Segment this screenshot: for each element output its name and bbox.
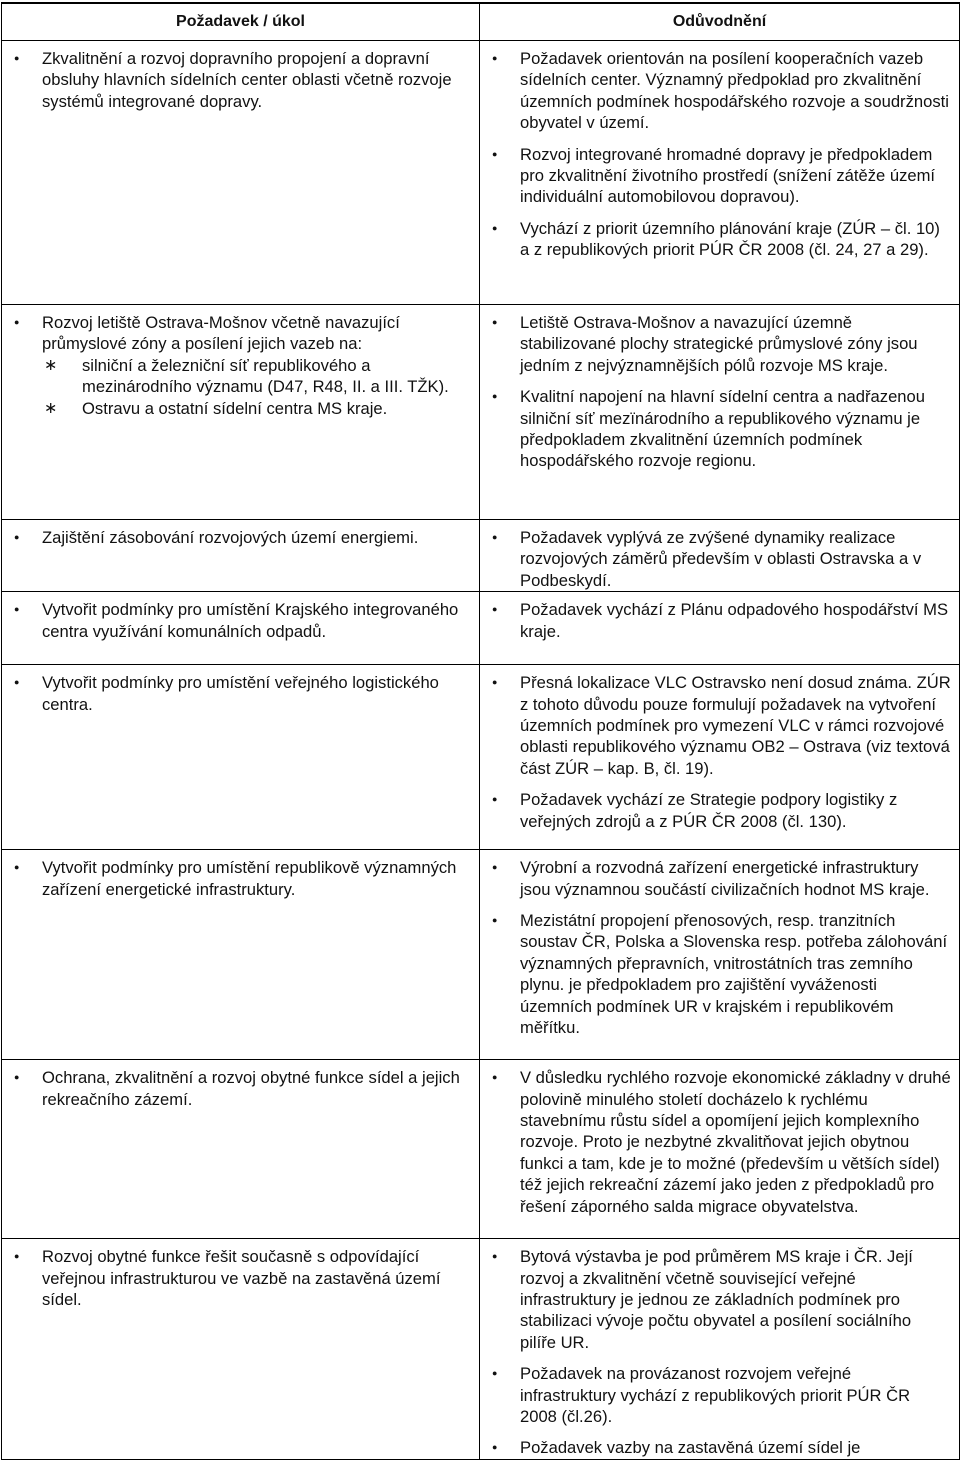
justification-item: ● Bytová výstavba je pod průměrem MS kraje i ČR. Její rozvoj a zkvalitnění včetně související veřejné infrastruktury je jednou ze základních podmínek pro stabilizaci vývoje počtu obyvatel a posílení sociálního pilíře UR. [480, 1246, 959, 1353]
table-row [2, 520, 960, 592]
justification-cell [480, 305, 960, 520]
requirement-item: ● Rozvoj obytné funkce řešit současně s odpovídající veřejnou infrastrukturou ve vazbě na zastavěná území sídel. [2, 1246, 479, 1310]
table-row [2, 1060, 960, 1239]
justification-item: ● Přesná lokalizace VLC Ostravsko není dosud známa. ZÚR z tohoto důvodu pouze formulují požadavek na vytvoření územních podmínek pro vymezení VLC v rámci rozvojové oblasti republikového významu OB2 – Ostrava (viz textová část ZÚR – kap. B, čl. 19). [480, 672, 959, 779]
requirement-cell [2, 850, 480, 1060]
justification-cell [480, 1060, 960, 1239]
justification-item: ● Požadavek na provázanost rozvojem veřejné infrastruktury vychází z republikových priorit PÚR ČR 2008 (čl.26). [480, 1363, 959, 1427]
justification-item: ● Požadavek vazby na zastavěná území sídel je [480, 1437, 959, 1458]
justification-item: ● Výrobní a rozvodná zařízení energetické infrastruktury jsou významnou součástí civilizačních hodnot MS kraje. [480, 857, 959, 900]
justification-item: ● Požadavek orientován na posílení kooperačních vazeb sídelních center. Významný předpoklad pro zkvalitnění územních podmínek hospodářského rozvoje a soudržnosti obyvatel v území. [480, 48, 959, 134]
table-row [2, 305, 960, 520]
requirement-intro: Rozvoj letiště Ostrava-Mošnov včetně navazující průmyslové zóny a posílení jejich vazeb na: [42, 313, 400, 354]
justification-cell [480, 665, 960, 850]
requirement-cell [2, 665, 480, 850]
requirement-item: ● Vytvořit podmínky pro umístění veřejného logistického centra. [2, 672, 479, 715]
requirement-cell [2, 41, 480, 305]
justification-cell [480, 1239, 960, 1460]
justification-item: ● Rozvoj integrované hromadné dopravy je předpokladem pro zkvalitnění životního prostředí (snížení zátěže území individuální automobilovou dopravou). [480, 144, 959, 208]
justification-item: ● Požadavek vyplývá ze zvýšené dynamiky realizace rozvojových záměrů především v oblasti Ostravska a v Podbeskydí. [480, 527, 959, 591]
justification-item: ● Vychází z priorit územního plánování kraje (ZÚR – čl. 10) a z republikových priorit PÚR ČR 2008 (čl. 24, 27 a 29). [480, 218, 959, 261]
header-pozadavek: Požadavek / úkol [2, 3, 480, 41]
sub-item: ∗ silniční a železniční síť republikového a mezinárodního významu (D47, R48, II. a III. TŽK). [42, 355, 471, 398]
table-row [2, 1239, 960, 1460]
requirements-table [1, 2, 960, 1460]
sub-item: ∗ Ostravu a ostatní sídelní centra MS kraje. [42, 398, 471, 419]
table-header-row [2, 3, 960, 41]
justification-item: ● Letiště Ostrava-Mošnov a navazující územně stabilizované plochy strategické průmyslové zóny jsou jedním z nejvýznamnějších pólů rozvoje MS kraje. [480, 312, 959, 376]
requirement-item [2, 312, 479, 419]
table-row [2, 41, 960, 305]
justification-item: ● Mezistátní propojení přenosových, resp. tranzitních soustav ČR, Polska a Slovenska resp. potřeba zálohování významných přepravních, vnitrostátních tras zemního plynu. je předpokladem pro zajištění vyváženosti územních podmínek UR v krajském i republikovém měřítku. [480, 910, 959, 1038]
table-row [2, 592, 960, 665]
justification-item: ● Požadavek vychází ze Strategie podpory logistiky z veřejných zdrojů a z PÚR ČR 2008 (čl. 130). [480, 789, 959, 832]
requirement-cell [2, 520, 480, 592]
justification-cell [480, 850, 960, 1060]
requirement-cell [2, 1060, 480, 1239]
justification-item: ● Kvalitní napojení na hlavní sídelní centra a nadřazenou silniční síť mezïnárodního a republikového významu je předpokladem zkvalitnění územních podmínek hospodářského rozvoje regionu. [480, 386, 959, 472]
requirement-item: ● Ochrana, zkvalitnění a rozvoj obytné funkce sídel a jejich rekreačního zázemí. [2, 1067, 479, 1110]
requirement-item: ● Vytvořit podmínky pro umístění Krajského integrovaného centra využívání komunálních odpadů. [2, 599, 479, 642]
justification-item: ● V důsledku rychlého rozvoje ekonomické základny v druhé polovině minulého století docházelo k rychlému stavebnímu růstu sídel a opomíjení jejich komplexního rozvoje. Proto je nezbytné zkvalitňovat jejich obytnou funkci a tam, kde je to možné (především u větších sídel) též jejich rekreační zázemí jako jeden z předpokladů pro řešení záporného salda migrace obyvatelstva. [480, 1067, 959, 1217]
justification-cell [480, 520, 960, 592]
requirement-cell [2, 592, 480, 665]
requirement-cell [2, 305, 480, 520]
requirement-item: ● Vytvořit podmínky pro umístění republikově významných zařízení energetické infrastruktury. [2, 857, 479, 900]
justification-cell [480, 592, 960, 665]
justification-item: ● Požadavek vychází z Plánu odpadového hospodářství MS kraje. [480, 599, 959, 642]
justification-cell [480, 41, 960, 305]
requirement-cell [2, 1239, 480, 1460]
table-row [2, 850, 960, 1060]
requirement-item: ● Zkvalitnění a rozvoj dopravního propojení a dopravní obsluhy hlavních sídelních center oblasti včetně rozvoje systémů integrované dopravy. [2, 48, 479, 112]
requirement-item: ● Zajištění zásobování rozvojových území energiemi. [2, 527, 479, 548]
table-row [2, 665, 960, 850]
header-oduvodneni: Odůvodnění [480, 3, 960, 41]
